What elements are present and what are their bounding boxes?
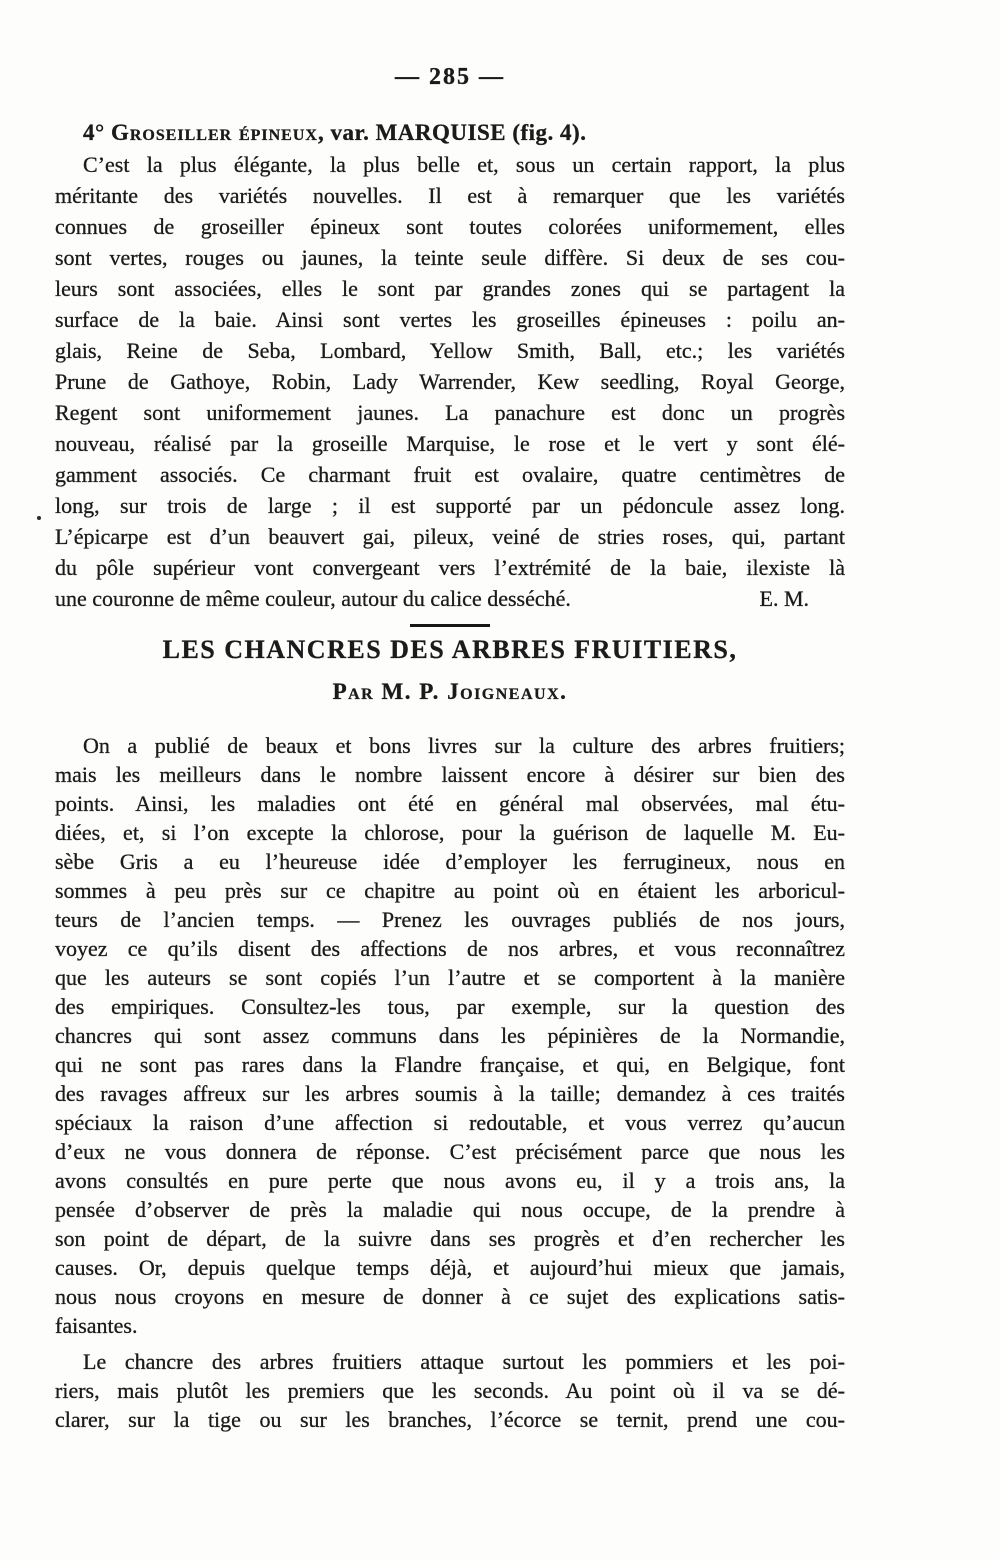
text-line: Prune de Gathoye, Robin, Lady Warrender, Kew seedling, Royal George,: [55, 369, 845, 394]
article2-byline: Par M. P. Joigneaux.: [332, 679, 568, 704]
text-line: avons consultés en pure perte que nous avons eu, il y a trois ans, la: [55, 1168, 845, 1193]
article1-body: [55, 149, 845, 583]
heading-rest: , var. MARQUISE (fig. 4).: [317, 120, 587, 145]
text-line: des empiriques. Consultez-les tous, par exemple, sur la question des: [55, 994, 845, 1019]
text-line: L’épicarpe est d’un beauvert gai, pileux, veiné de stries roses, qui, partant: [55, 524, 845, 549]
heading-variety-name: Groseiller épineux: [110, 120, 318, 145]
author-signature: E. M.: [759, 586, 809, 611]
text-column: [55, 116, 845, 1434]
text-line: glais, Reine de Seba, Lombard, Yellow Smith, Ball, etc.; les variétés: [55, 338, 845, 363]
text-line: des ravages affreux sur les arbres soumis à la taille; demandez à ces traités: [55, 1081, 845, 1106]
text-line: causes. Or, depuis quelque temps déjà, et aujourd’hui mieux que jamais,: [55, 1255, 845, 1280]
text-line: teurs de l’ancien temps. — Prenez les ouvrages publiés de nos jours,: [55, 907, 845, 932]
text-line: son point de départ, de la suivre dans ses progrès et d’en rechercher les: [55, 1226, 845, 1251]
text-line: sèbe Gris a eu l’heureuse idée d’employer les ferrugineux, nous en: [55, 849, 845, 874]
page-number: — 285 —: [395, 64, 505, 90]
text-line: clarer, sur la tige ou sur les branches, l’écorce se ternit, prend une cou-: [55, 1407, 845, 1432]
text-line: leurs sont associées, elles le sont par grandes zones qui se partagent la: [55, 276, 845, 301]
text-line: diées, et, si l’on excepte la chlorose, pour la guérison de laquelle M. Eu-: [55, 820, 845, 845]
text-line: mais les meilleurs dans le nombre laissent encore à désirer sur bien des: [55, 762, 845, 787]
text-line: chancres qui sont assez communs dans les pépinières de la Normandie,: [55, 1023, 845, 1048]
text-line: du pôle supérieur vont convergeant vers l’extrémité de la baie, ilexiste là: [55, 555, 845, 580]
text-line: points. Ainsi, les maladies ont été en général mal observées, mal étu-: [55, 791, 845, 816]
text-line: sommes à peu près sur ce chapitre au point où en étaient les arboricul-: [55, 878, 845, 903]
text-line: pensée d’observer de près la maladie qui nous occupe, de la prendre à: [55, 1197, 845, 1222]
section-divider: [410, 624, 490, 627]
text-line: long, sur trois de large ; il est supporté par un pédoncule assez long.: [55, 493, 845, 518]
text-line: connues de groseiller épineux sont toutes colorées uniformement, elles: [55, 214, 845, 239]
text-line: nous nous croyons en mesure de donner à ce sujet des explications satis-: [55, 1284, 845, 1309]
text-line: méritante des variétés nouvelles. Il est à remarquer que les variétés: [55, 183, 845, 208]
text-line: spéciaux la raison d’une affection si redoutable, et vous verrez qu’aucun: [55, 1110, 845, 1135]
text-line: Le chancre des arbres fruitiers attaque surtout les pommiers et les poi-: [83, 1349, 845, 1374]
text-line: C’est la plus élégante, la plus belle et, sous un certain rapport, la plus: [83, 152, 845, 177]
text-line: gamment associés. Ce charmant fruit est ovalaire, quatre centimètres de: [55, 462, 845, 487]
heading-number: 4°: [83, 120, 111, 145]
text-line: voyez ce qu’ils disent des affections de nos arbres, et vous reconnaîtrez: [55, 936, 845, 961]
article1-last-line: [55, 583, 845, 614]
text-line: faisantes.: [55, 1313, 138, 1338]
text-line: sont vertes, rouges ou jaunes, la teinte seule diffère. Si deux de ses cou-: [55, 245, 845, 270]
text-line: qui ne sont pas rares dans la Flandre française, et qui, en Belgique, font: [55, 1052, 845, 1077]
ink-speck: [37, 516, 41, 520]
article2-paragraph-2: [55, 1347, 845, 1434]
last-line-text: une couronne de même couleur, autour du calice desséché.: [55, 586, 571, 611]
article2-paragraph-1: [55, 731, 845, 1340]
text-line: On a publié de beaux et bons livres sur la culture des arbres fruitiers;: [83, 733, 845, 758]
text-line: riers, mais plutôt les premiers que les seconds. Au point où il va se dé-: [55, 1378, 845, 1403]
text-line: d’eux ne vous donnera de réponse. C’est précisément parce que nous les: [55, 1139, 845, 1164]
text-line: nouveau, réalisé par la groseille Marquise, le rose et le vert y sont élé-: [55, 431, 845, 456]
article2-title: LES CHANCRES DES ARBRES FRUITIERS,: [162, 635, 738, 664]
text-line: Regent sont uniformement jaunes. La panachure est donc un progrès: [55, 400, 845, 425]
text-line: que les auteurs se sont copiés l’un l’autre et se comportent à la manière: [55, 965, 845, 990]
article1-heading: [55, 116, 845, 149]
text-line: surface de la baie. Ainsi sont vertes les groseilles épineuses : poilu an-: [55, 307, 845, 332]
